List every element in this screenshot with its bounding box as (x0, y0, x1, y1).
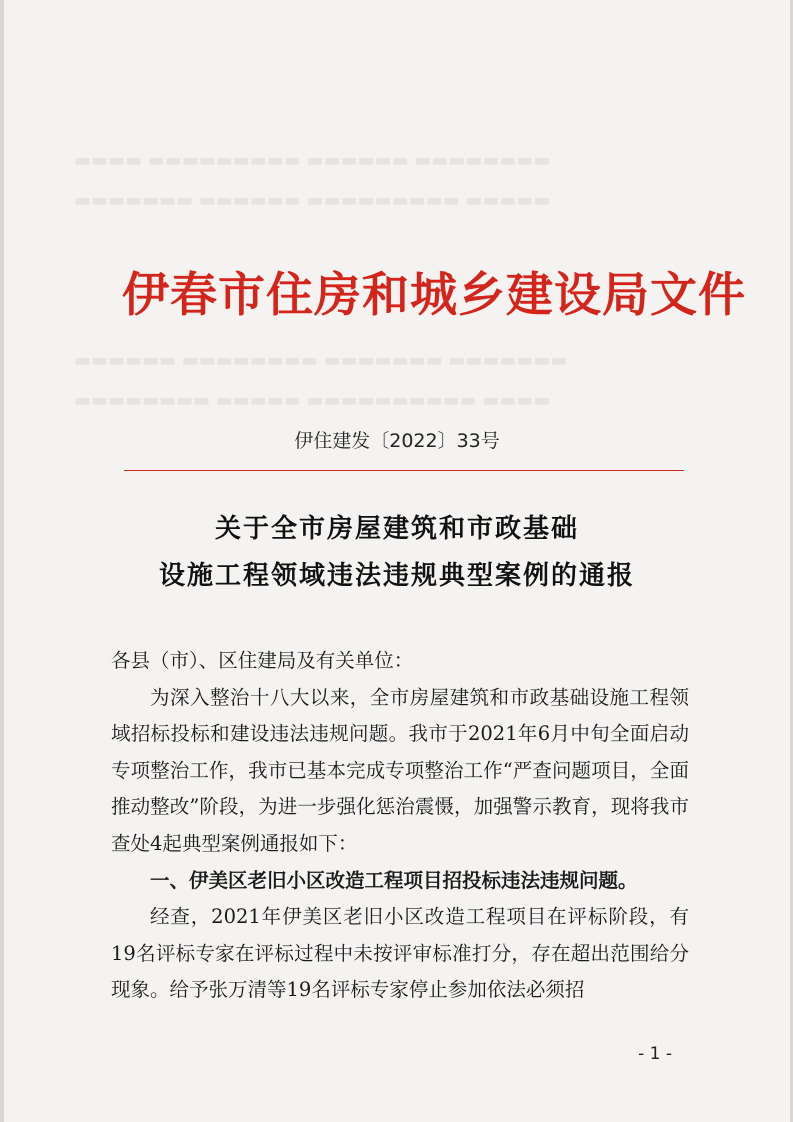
bleed-through-text: ▬▬▬▬▬▬▬ ▬▬▬▬▬▬ ▬▬▬▬▬▬▬▬▬ ▬▬▬▬▬ (74, 190, 551, 211)
bleed-through-text: ▬▬▬▬▬▬ ▬▬▬▬▬▬▬▬ ▬▬▬▬▬▬▬ ▬▬▬▬▬▬▬ (74, 350, 568, 371)
section-heading-1: 一、伊美区老旧小区改造工程项目招投标违法违规问题。 (150, 868, 638, 892)
notice-title-line-1: 关于全市房屋建筑和市政基础 (214, 514, 579, 544)
bleed-through-text: ▬▬▬▬ ▬▬▬▬▬▬▬▬▬ ▬▬▬▬▬▬ ▬▬▬▬▬▬▬▬ (74, 150, 551, 171)
section-paragraph-1: 经查，2021年伊美区老旧小区改造工程项目在评标阶段，有19名评标专家在评标过程中未按评审标准打分，存在超出范围给分现象。给予张万清等19名评标专家停止参加依法必须招 (111, 905, 689, 1002)
salutation: 各县（市）、区住建局及有关单位： (111, 649, 414, 672)
red-divider-line (124, 470, 684, 471)
notice-title-line-2: 设施工程领域违法违规典型案例的通报 (158, 561, 635, 591)
issuer-header-title: 伊春市住房和城乡建设局文件 (122, 268, 746, 323)
bleed-through-text: ▬▬▬▬▬▬▬▬ ▬▬▬▬▬ ▬▬▬▬▬▬▬▬▬▬ ▬▬▬▬ (74, 390, 551, 411)
page-number: - 1 - (638, 1044, 672, 1064)
document-body (111, 643, 689, 1009)
document-number: 伊住建发〔2022〕33号 (294, 430, 500, 452)
intro-paragraph: 为深入整治十八大以来，全市房屋建筑和市政基础设施工程领域招标投标和建设违法违规问题。我市于2021年6月中旬全面启动专项整治工作，我市已基本完成专项整治工作“严查问题项目，全面推动整改”阶段，为进一步强化惩治震慑，加强警示教育，现将我市查处4起典型案例通报如下： (111, 685, 689, 855)
